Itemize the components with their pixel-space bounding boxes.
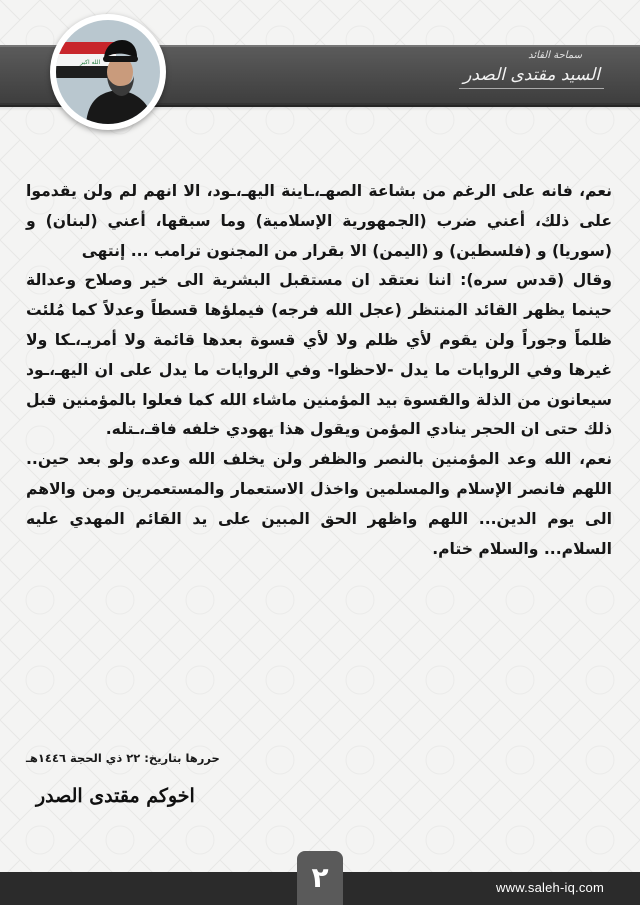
portrait-image bbox=[56, 20, 160, 124]
statement-body bbox=[26, 177, 612, 564]
title-honorific: سماحة القائد bbox=[528, 50, 582, 61]
svg-text:الله اكبر: الله اكبر bbox=[80, 59, 101, 66]
paragraph-3: نعم، الله وعد المؤمنين بالنصر والظفر ولن يخلف الله وعده ولو بعد حين.. اللهم فانصر الإسلام والمسلمين واخذل الاستعمار والمستعمرين ومن والاهم الى يوم الدين... اللهم واظهر الحق المبين على يد القائم المهدي عليه السلام... والسلام ختام. bbox=[26, 450, 612, 558]
calligraphy-title bbox=[434, 50, 604, 98]
signature-block bbox=[26, 748, 346, 810]
paragraph-2: وقال (قدس سره): اننا نعتقد ان مستقبل البشرية الى خير وصلاح وعدالة حينما يظهر القائد المنتظر (عجل الله فرجه) فيملؤها قسطاً وعدلاً كما مُلئت ظلماً وجوراً ولن يقوم لأي ظلم ولا لأي قسوة بعدها قائمة ولا أمريـ،ـكا ولا غيرها وفي الروايات ما يدل -لاحظوا- وفي الروايات ما يدل على ان اليهـ،ـود سيعانون من الذلة والقسوة بيد المؤمنين ماشاء الله كما فعلوا بالمؤمنين قبل ذلك حتى ان الحجر ينادي المؤمن ويقول هذا يهودي خلفه فاقـ،ـتله. bbox=[26, 271, 612, 439]
date-line: حررها بتاريخ: ٢٢ ذي الحجة ١٤٤٦هـ bbox=[26, 751, 220, 765]
page-number-badge: ٢ bbox=[297, 851, 343, 905]
title-name: السيد مقتدى الصدر bbox=[459, 62, 604, 89]
signer-name: اخوكم مقتدى الصدر bbox=[36, 785, 195, 807]
portrait-frame bbox=[50, 14, 166, 130]
website-link[interactable]: www.saleh-iq.com bbox=[496, 880, 604, 895]
paragraph-1: نعم، فانه على الرغم من بشاعة الصهـ،ـاينة اليهـ،ـود، الا انهم لم ولن يقدموا على ذلك، أعني ضرب (الجمهورية الإسلامية) وما سبقها، أعني (لبنان) و (سوريا) و (فلسطين) و (اليمن) الا بقرار من المجنون ترامب ... إنتهى bbox=[26, 182, 612, 260]
